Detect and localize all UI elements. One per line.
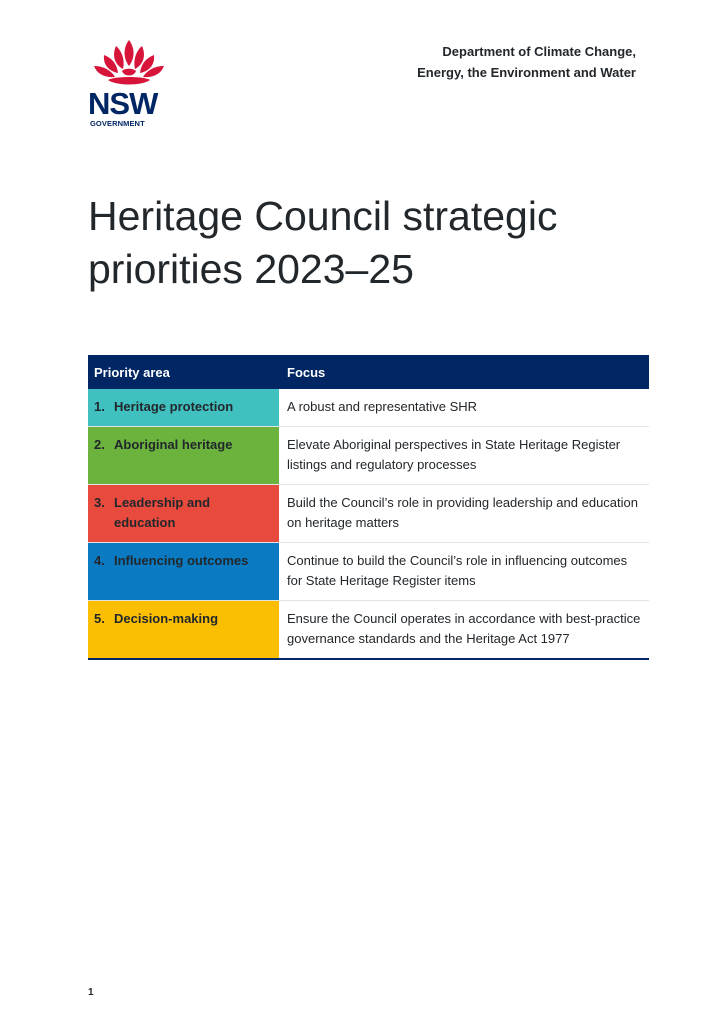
title-line-2: priorities 2023–25: [88, 246, 414, 292]
priority-number: 5.: [94, 610, 105, 626]
logo-government-text: GOVERNMENT: [90, 119, 145, 128]
priority-number: 4.: [94, 552, 105, 568]
table-header-row: [88, 355, 649, 389]
priority-area-cell: [88, 542, 279, 600]
focus-cell: A robust and representative SHR: [279, 389, 649, 426]
priorities-table: [88, 355, 649, 660]
table-body: [88, 389, 649, 659]
table-row: [88, 600, 649, 659]
focus-cell: Build the Council’s role in providing leadership and education on heritage matters: [279, 484, 649, 542]
priority-area-label: Leadership and education: [114, 494, 211, 530]
focus-cell: Ensure the Council operates in accordance with best-practice governance standards and the Heritage Act 1977: [279, 600, 649, 659]
table-row: [88, 542, 649, 600]
header-priority-area: Priority area: [88, 355, 279, 389]
department-name: [417, 41, 636, 83]
priority-number: 3.: [94, 494, 105, 510]
focus-cell: Elevate Aboriginal perspectives in State Heritage Register listings and regulatory processes: [279, 426, 649, 484]
nsw-government-logo: [86, 38, 172, 130]
page-number: 1: [88, 987, 94, 998]
table-row: [88, 426, 649, 484]
logo-nsw-text: NSW: [88, 86, 158, 121]
priority-number: 2.: [94, 436, 105, 452]
priority-area-label: Heritage protection: [114, 399, 234, 414]
table-row: [88, 389, 649, 426]
focus-cell: Continue to build the Council’s role in influencing outcomes for State Heritage Register items: [279, 542, 649, 600]
priority-area-cell: [88, 389, 279, 426]
department-line-2: Energy, the Environment and Water: [417, 65, 636, 80]
priority-area-label: Aboriginal heritage: [114, 436, 233, 452]
table-row: [88, 484, 649, 542]
header-focus: Focus: [279, 355, 649, 389]
priority-number: 1.: [94, 399, 105, 414]
priority-area-cell: [88, 426, 279, 484]
priority-area-label: Influencing outcomes: [114, 552, 249, 568]
department-line-1: Department of Climate Change,: [442, 44, 636, 59]
page-title: [88, 190, 648, 296]
waratah-icon: [86, 38, 172, 90]
priority-area-cell: [88, 484, 279, 542]
title-line-1: Heritage Council strategic: [88, 193, 558, 239]
priority-area-cell: [88, 600, 279, 659]
priority-area-label: Decision-making: [114, 610, 219, 626]
